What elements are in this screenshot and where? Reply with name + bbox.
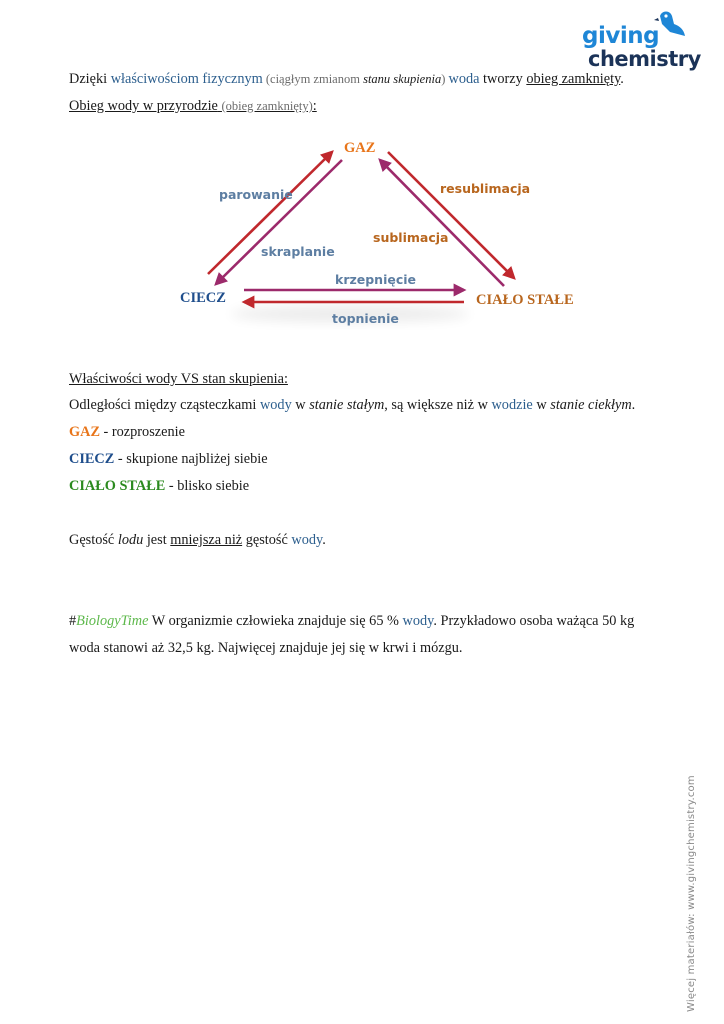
- intro-text-3: (ciągłym zmianom: [262, 72, 364, 86]
- intro-text-5: ): [441, 72, 449, 86]
- intro-text-7: tworzy: [479, 71, 527, 87]
- biology-paragraph-line-2: woda stanowi aż 32,5 kg. Najwięcej znajduje jej się w krwi i mózgu.: [69, 640, 463, 656]
- cycle-heading-note: (obieg zamknięty): [221, 99, 313, 113]
- node-gas: GAZ: [344, 140, 376, 156]
- arrow-resublimation: [388, 152, 514, 278]
- density-text-7: .: [322, 532, 326, 548]
- distance-paragraph: [69, 396, 635, 414]
- label-melting: topnienie: [332, 311, 399, 326]
- label-evaporation: parowanie: [219, 187, 293, 202]
- density-text-5: gęstość: [242, 532, 292, 548]
- distance-text-1: Odległości między cząsteczkami: [69, 397, 260, 413]
- state-solid-desc: - blisko siebie: [165, 478, 250, 494]
- state-liquid-desc: - skupione najbliżej siebie: [114, 451, 268, 467]
- distance-text-7: w: [532, 397, 551, 413]
- biology-tag: BiologyTime: [76, 613, 149, 629]
- intro-text-1: Dzięki: [69, 71, 111, 87]
- intro-closed-cycle: obieg zamknięty: [526, 71, 621, 87]
- state-solid-line: [69, 477, 249, 495]
- density-paragraph: [69, 531, 326, 549]
- density-ice: lodu: [117, 532, 144, 548]
- biology-water: wody: [402, 613, 434, 629]
- cycle-heading-text: Obieg wody w przyrodzie: [69, 98, 218, 114]
- intro-paragraph: [69, 70, 624, 88]
- state-liquid-name: CIECZ: [69, 451, 115, 467]
- distance-text-9: .: [631, 397, 636, 413]
- cycle-heading-colon: :: [312, 98, 317, 114]
- cycle-heading: [69, 97, 317, 115]
- density-water: wody: [291, 532, 323, 548]
- arrow-sublimation: [380, 160, 504, 286]
- density-less-than: mniejsza niż: [170, 532, 243, 548]
- distance-text-3: w: [291, 397, 310, 413]
- intro-water: woda: [448, 71, 480, 87]
- intro-physical-properties: właściwościom fizycznym: [110, 71, 263, 87]
- density-text-1: Gęstość: [69, 532, 118, 548]
- state-gas-name: GAZ: [69, 424, 100, 440]
- label-freezing: krzepnięcie: [335, 272, 417, 287]
- state-solid-name: CIAŁO STAŁE: [69, 478, 166, 494]
- density-text-3: jest: [143, 532, 171, 548]
- website-watermark: Więcej materiałów: www.givingchemistry.com: [686, 775, 697, 1012]
- state-gas-desc: - rozproszenie: [99, 424, 185, 440]
- state-liquid-line: [69, 450, 268, 468]
- water-cycle-diagram: [160, 132, 600, 342]
- biology-hash: #: [69, 613, 77, 629]
- label-sublimation: sublimacja: [373, 230, 449, 245]
- flask-bird-icon: [654, 10, 688, 48]
- distance-water-2: wodzie: [491, 397, 533, 413]
- node-solid: CIAŁO STAŁE: [476, 292, 574, 308]
- intro-text-9: .: [620, 71, 624, 87]
- biology-paragraph-line-1: [69, 612, 634, 630]
- biology-text-1: W organizmie człowieka znajduje się 65 %: [148, 613, 403, 629]
- distance-liquid-state: stanie ciekłym: [550, 397, 632, 413]
- node-liquid: CIECZ: [180, 290, 226, 306]
- logo-text-giving: giving: [582, 23, 660, 49]
- label-condensation: skraplanie: [261, 244, 335, 259]
- logo-text-chemistry: chemistry: [588, 47, 701, 71]
- state-gas-line: [69, 423, 185, 441]
- properties-heading: Właściwości wody VS stan skupienia:: [69, 371, 288, 387]
- giving-chemistry-logo: [582, 10, 714, 72]
- arrow-condensation: [216, 160, 342, 284]
- distance-water: wody: [259, 397, 292, 413]
- label-resublimation: resublimacja: [440, 181, 531, 196]
- biology-text-3: . Przykładowo osoba ważąca 50 kg: [433, 613, 635, 629]
- distance-text-5: , są większe niż w: [384, 397, 492, 413]
- intro-state-of-matter: stanu skupienia: [363, 72, 442, 86]
- distance-solid-state: stanie stałym: [309, 397, 385, 413]
